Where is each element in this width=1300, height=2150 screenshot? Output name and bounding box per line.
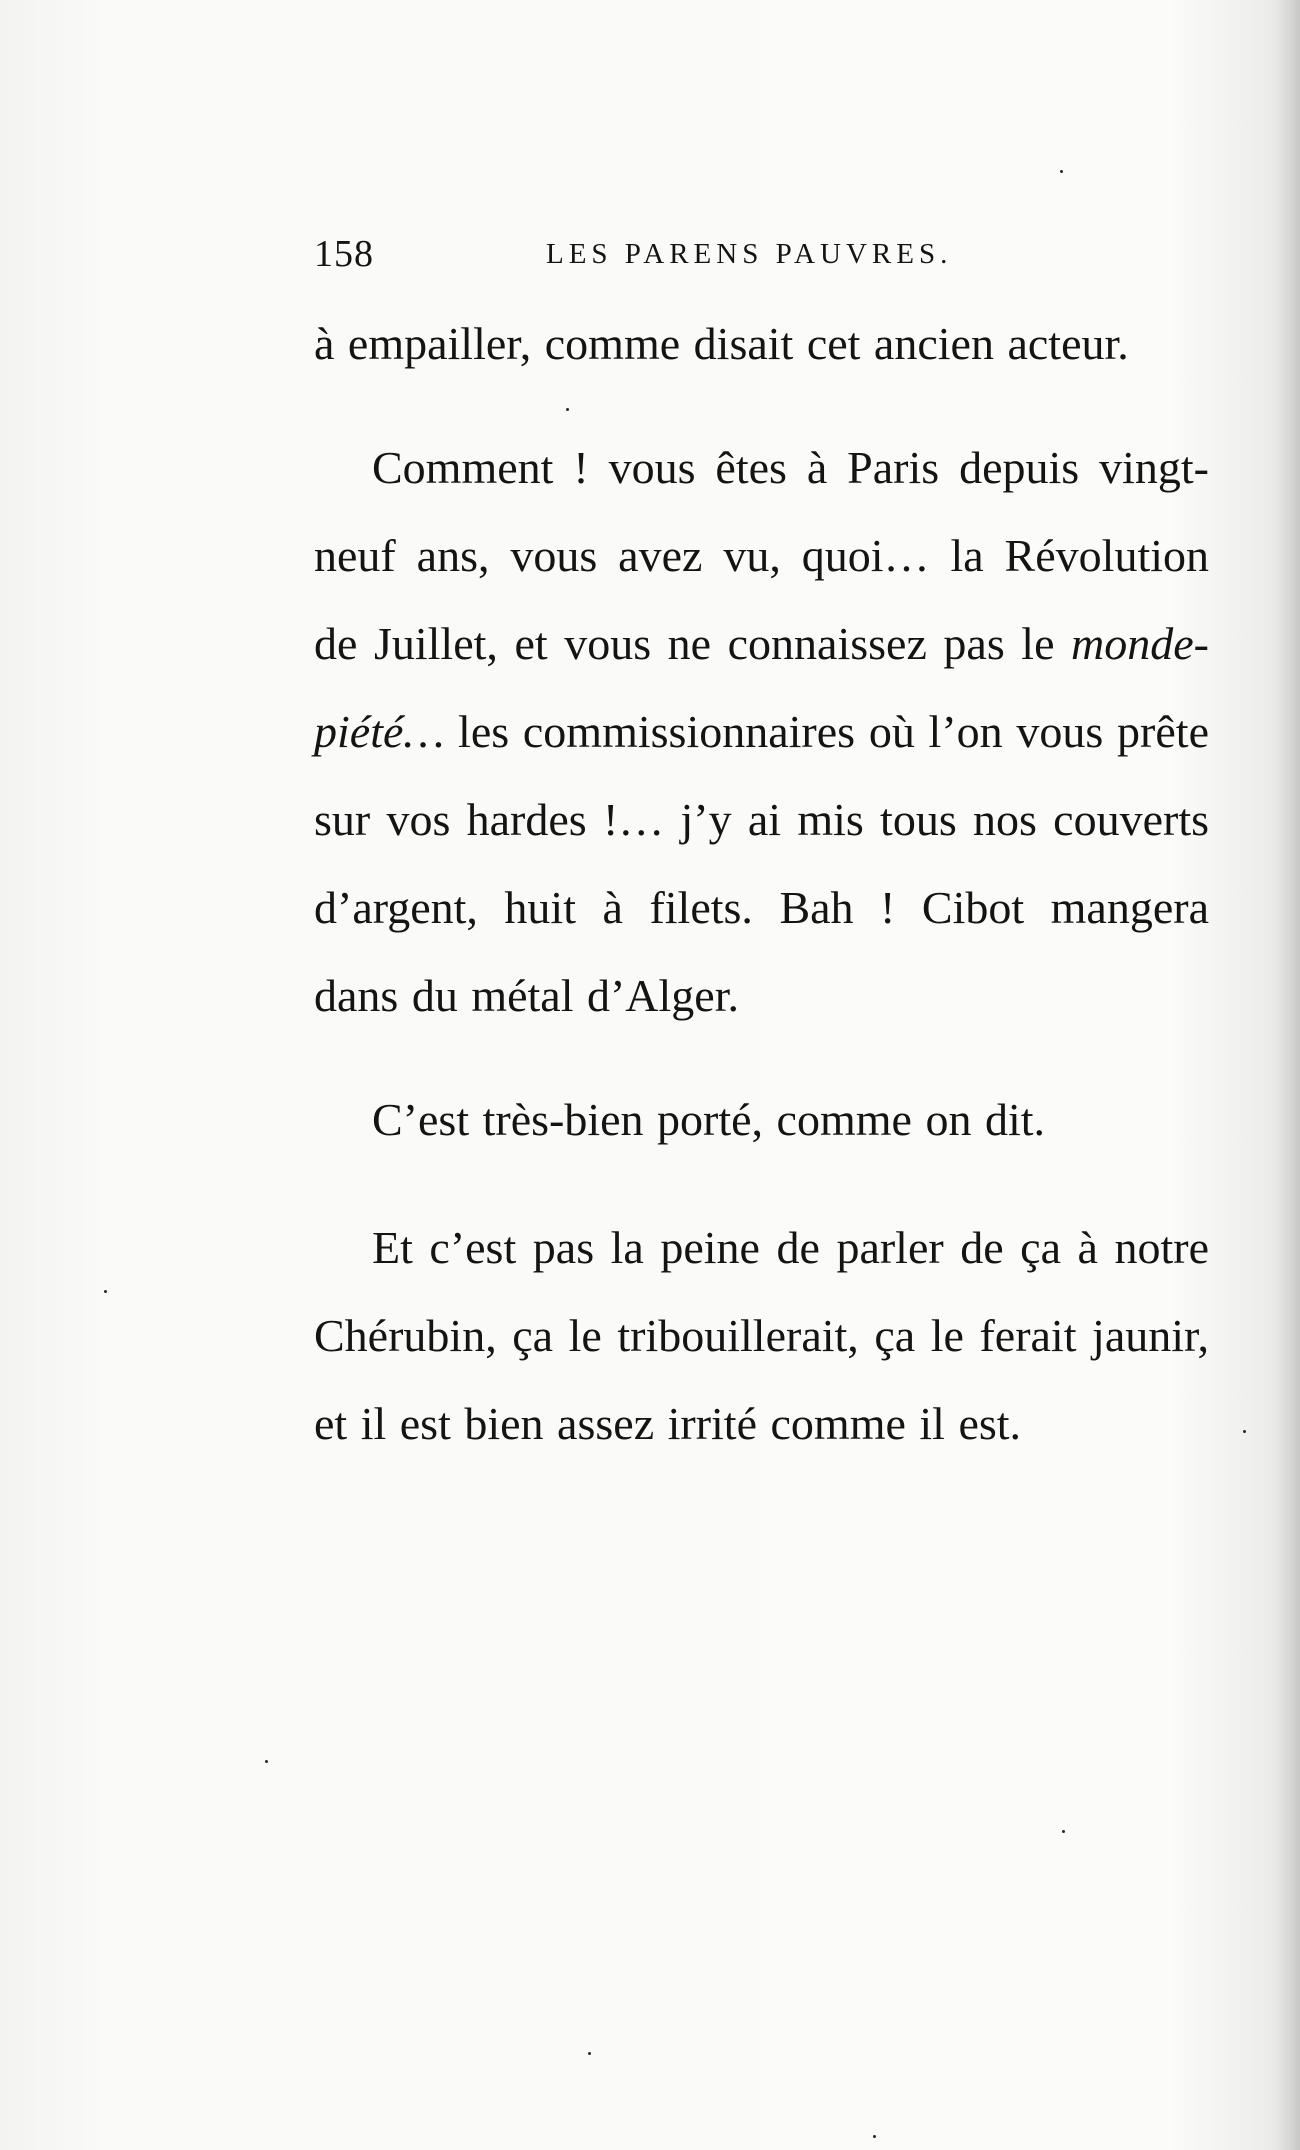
paragraph-2-italic-term: monde-piété… [314, 618, 1209, 757]
paragraph-2-text-before: Comment ! vous êtes à Paris depuis vingt-neuf ans, vous avez vu, quoi… la Révolution de Juillet, et vous ne connaissez pas le [314, 442, 1209, 669]
print-speck [1062, 1830, 1065, 1833]
paragraph-3: C’est très-bien porté, comme on dit. [372, 1094, 1046, 1145]
print-speck [1060, 170, 1063, 173]
print-speck [104, 1290, 107, 1293]
page-edge-shadow [1274, 0, 1300, 2150]
book-title: LES PARENS PAUVRES. [546, 238, 953, 270]
running-head [314, 232, 994, 278]
print-speck [566, 408, 569, 411]
page-number: 158 [314, 233, 374, 275]
print-speck [588, 2052, 591, 2055]
print-speck [265, 1760, 268, 1763]
paragraph-4: Et c’est pas la peine de parler de ça à notre Chérubin, ça le tribouillerait, ça le ferait jaunir, et il est bien assez irrité comme il est. [314, 1222, 1209, 1449]
print-speck [1243, 1430, 1246, 1433]
print-speck [873, 2135, 876, 2138]
paragraph-2-text-after: les commissionnaires où l’on vous prête sur vos hardes !… j’y ai mis tous nos couverts d’argent, huit à filets. Bah ! Cibot mangera dans du métal d’Alger. [314, 706, 1209, 1021]
body-text [314, 300, 1209, 1468]
paragraph-1: à empailler, comme disait cet ancien acteur. [314, 318, 1129, 369]
paragraph-2 [314, 424, 1209, 1040]
